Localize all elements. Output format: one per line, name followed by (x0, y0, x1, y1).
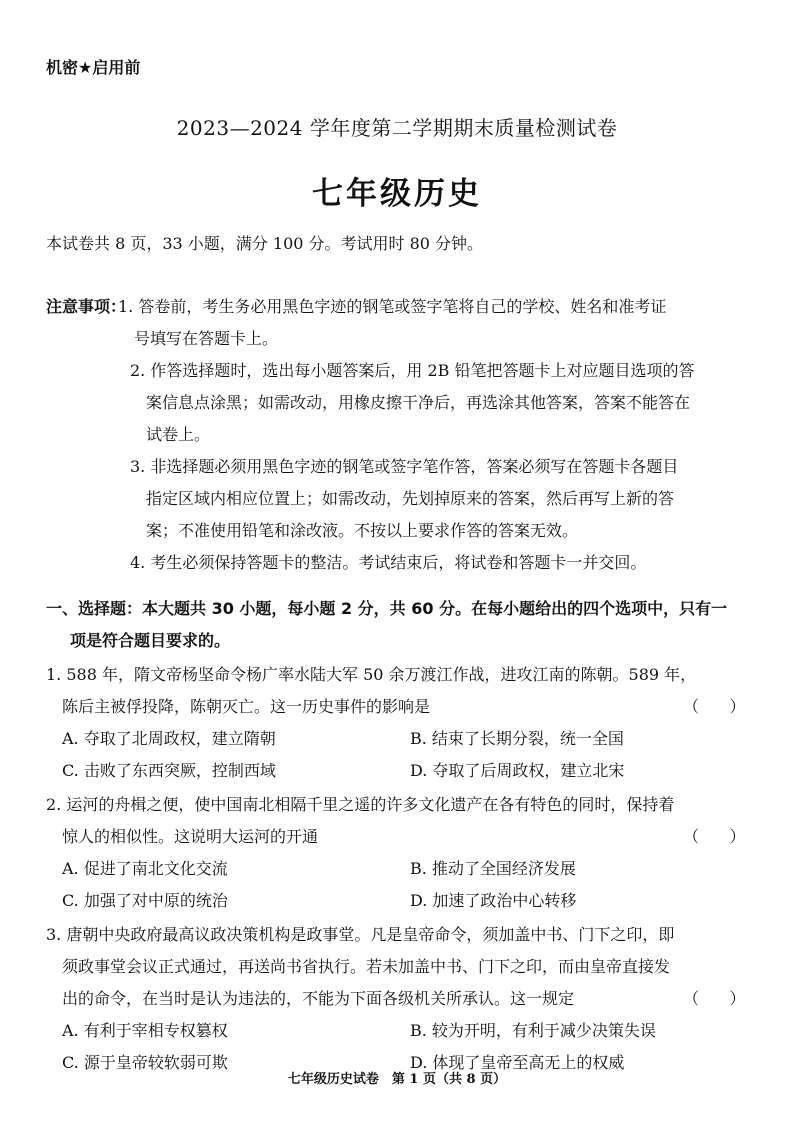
answer-blank: （ ） (683, 827, 746, 846)
option-a[interactable]: A. 夺取了北周政权，建立隋朝 (62, 729, 276, 748)
exam-intro: 本试卷共 8 页，33 小题，满分 100 分。考试用时 80 分钟。 (46, 234, 484, 253)
note-line: 指定区域内相应位置上；如需改动，先划掉原来的答案，然后再写上新的答 (146, 489, 675, 508)
question-3-stem: 3. 唐朝中央政府最高议政决策机构是政事堂。凡是皇帝命令，须加盖中书、门下之印，即 (46, 925, 675, 944)
note-line: 案；不准使用铅笔和涂改液。不按以上要求作答的答案无效。 (146, 521, 579, 540)
note-line: 3. 非选择题必须用黑色字迹的钢笔或签字笔作答，答案必须写在答题卡各题目 (130, 457, 679, 476)
option-d[interactable]: D. 夺取了后周政权，建立北宋 (410, 761, 625, 780)
question-3-stem: 须政事堂会议正式通过，再送尚书省执行。若未加盖中书、门下之印，而由皇帝直接发 (62, 957, 671, 976)
notes-label: 注意事项： (46, 297, 127, 316)
option-c[interactable]: C. 击败了东西突厥，控制西域 (62, 761, 276, 780)
section-heading: 一、选择题：本大题共 30 小题，每小题 2 分，共 60 分。在每小题给出的四个选项中，只有一 (46, 599, 728, 618)
question-3-stem: 出的命令，在当时是认为违法的，不能为下面各级机关所承认。这一规定 (62, 989, 575, 1008)
option-c[interactable]: C. 加强了对中原的统治 (62, 891, 228, 910)
exam-subject: 七年级历史 (312, 176, 482, 212)
question-2-stem: 惊人的相似性。这说明大运河的开通 (62, 827, 319, 846)
page-footer: 七年级历史试卷 第 1 页（共 8 页） (287, 1072, 507, 1087)
note-line: 4. 考生必须保持答题卡的整洁。考试结束后，将试卷和答题卡一并交回。 (130, 553, 647, 572)
note-line: 2. 作答选择题时，选出每小题答案后，用 2B 铅笔把答题卡上对应题目选项的答 (130, 361, 695, 380)
note-line: 案信息点涂黑；如需改动，用橡皮擦干净后，再选涂其他答案，答案不能答在 (146, 393, 691, 412)
option-b[interactable]: B. 较为开明，有利于减少决策失误 (410, 1021, 656, 1040)
question-1-stem: 陈后主被俘投降，陈朝灭亡。这一历史事件的影响是 (62, 697, 431, 716)
exam-title: 2023—2024 学年度第二学期期末质量检测试卷 (176, 116, 618, 140)
confidential-mark: 机密★启用前 (46, 58, 141, 77)
section-heading-cont: 项是符合题目要求的。 (70, 631, 231, 650)
option-a[interactable]: A. 有利于宰相专权篡权 (62, 1021, 228, 1040)
answer-blank: （ ） (683, 697, 746, 716)
option-d[interactable]: D. 体现了皇帝至高无上的权威 (410, 1053, 625, 1072)
note-line: 号填写在答题卡上。 (134, 329, 279, 348)
question-2-stem: 2. 运河的舟楫之便，使中国南北相隔千里之遥的许多文化遗产在各有特色的同时，保持着 (46, 795, 675, 814)
note-line: 试卷上。 (146, 425, 211, 444)
option-d[interactable]: D. 加速了政治中心转移 (410, 891, 577, 910)
note-line: 1. 答卷前，考生务必用黑色字迹的钢笔或签字笔将自己的学校、姓名和准考证 (118, 297, 667, 316)
option-b[interactable]: B. 推动了全国经济发展 (410, 859, 576, 878)
option-c[interactable]: C. 源于皇帝较软弱可欺 (62, 1053, 228, 1072)
option-b[interactable]: B. 结束了长期分裂，统一全国 (410, 729, 624, 748)
answer-blank: （ ） (683, 989, 746, 1008)
option-a[interactable]: A. 促进了南北文化交流 (62, 859, 228, 878)
question-1-stem: 1. 588 年，隋文帝杨坚命令杨广率水陆大军 50 余万渡江作战，进攻江南的陈朝。589 年， (46, 665, 697, 684)
